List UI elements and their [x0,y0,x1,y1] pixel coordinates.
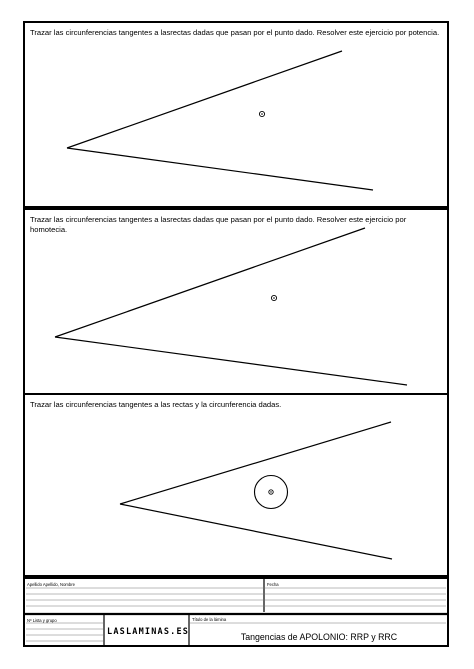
sheet-title: Tangencias de APOLONIO: RRP y RRC [240,632,398,642]
exercise-2-given-point-dot [273,297,275,299]
exercise-2-line-lower [55,337,407,385]
list-group-label: Nº Lista y grupo [27,618,57,623]
sheet-title-label: Título de la lámina [192,617,227,622]
exercise-1-line-lower [67,148,373,190]
name-label: Apellido Apellido, Nombre [27,582,75,587]
exercise-3-line-lower [120,504,392,559]
exercise-1-figure [25,23,447,206]
exercise-2-line-upper [55,228,365,337]
exercise-3-circle-center-dot [270,491,271,492]
date-label: Fecha [267,582,279,587]
exercise-panel-2 [23,208,449,395]
exercise-2-figure [25,210,447,393]
exercise-2-instruction: Trazar las circunferencias tangentes a lasrectas dadas que pasan por el punto dado. Resolver este ejercicio por homotecia. [30,215,407,234]
exercise-panel-1 [23,21,449,208]
exercise-3-line-upper [120,422,391,504]
exercise-1-line-upper [67,51,342,148]
title-block [23,577,449,647]
exercise-panel-3 [23,393,449,577]
laslaminas-logo: LASLAMINAS.ES [107,627,190,637]
exercise-3-figure [25,395,447,575]
exercise-1-instruction: Trazar las circunferencias tangentes a lasrectas dadas que pasan por el punto dado. Resolver este ejercicio por potencia. [30,28,440,37]
exercise-3-instruction: Trazar las circunferencias tangentes a las rectas y la circunferencia dadas. [30,400,282,409]
exercise-1-given-point-dot [261,113,263,115]
